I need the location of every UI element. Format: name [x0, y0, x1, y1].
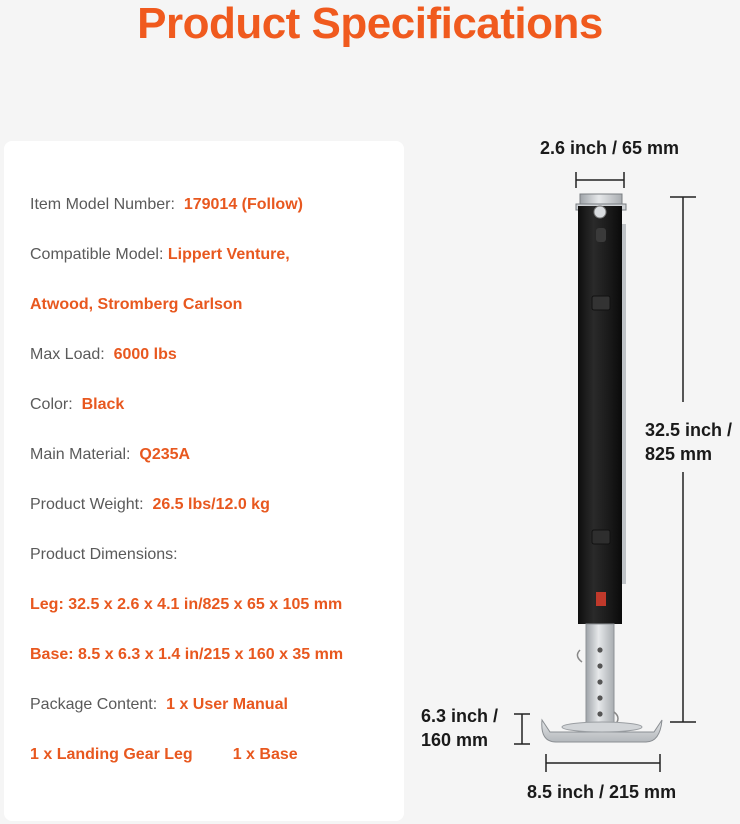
compatible-value-2: Atwood, Stromberg Carlson: [30, 296, 243, 313]
spec-compatible: [30, 245, 290, 265]
package-item-2: 1 x Landing Gear Leg: [30, 746, 193, 763]
material-value: Q235A: [139, 446, 191, 463]
base-width-dimension: [546, 754, 660, 772]
spec-material: [30, 445, 190, 465]
spec-max-load: [30, 345, 177, 365]
weight-value: 26.5 lbs/12.0 kg: [152, 496, 270, 513]
model-value: 179014 (Follow): [183, 196, 303, 213]
base-width-label: 8.5 inch / 215 mm: [527, 782, 677, 802]
base-depth-label-line2: 160 mm: [421, 730, 489, 750]
leg-dims-value: Leg: 32.5 x 2.6 x 4.1 in/825 x 65 x 105 mm: [30, 596, 343, 613]
base-plate: [542, 720, 662, 742]
spec-package-cont: [30, 745, 298, 765]
top-width-dimension: [576, 172, 624, 188]
spec-color: [30, 395, 124, 415]
dimensions-label: Product Dimensions:: [30, 546, 178, 563]
model-label: Item Model Number:: [30, 196, 175, 213]
spec-dimensions: [30, 545, 178, 565]
base-depth-dimension: [514, 714, 530, 744]
compatible-label: Compatible Model:: [30, 246, 164, 263]
spec-base-dims: [30, 645, 343, 665]
spec-package: [30, 695, 288, 715]
spec-leg-dims: [30, 595, 342, 615]
top-width-label: 2.6 inch / 65 mm: [540, 138, 680, 158]
page-title: Product Specifications: [137, 0, 603, 48]
spec-card: [4, 141, 404, 821]
material-label: Main Material:: [30, 446, 131, 463]
max-load-value: 6000 lbs: [113, 346, 177, 363]
leg-body: [578, 206, 626, 624]
weight-label: Product Weight:: [30, 496, 144, 513]
package-item-3: 1 x Base: [232, 746, 298, 763]
height-label-line2: 825 mm: [645, 444, 713, 464]
max-load-label: Max Load:: [30, 346, 105, 363]
spec-weight: [30, 495, 270, 515]
inner-tube: [577, 624, 618, 738]
base-dims-value: Base: 8.5 x 6.3 x 1.4 in/215 x 160 x 35 mm: [30, 646, 344, 663]
spec-compatible-cont: [30, 295, 242, 315]
color-value: Black: [81, 396, 125, 413]
compatible-value-1: Lippert Venture,: [167, 246, 290, 263]
base-depth-label-line1: 6.3 inch /: [421, 706, 499, 726]
color-label: Color:: [30, 396, 73, 413]
package-label: Package Content:: [30, 696, 158, 713]
package-item-1: 1 x User Manual: [166, 696, 288, 713]
spec-model: [30, 195, 303, 215]
height-label-line1: 32.5 inch /: [645, 420, 733, 440]
